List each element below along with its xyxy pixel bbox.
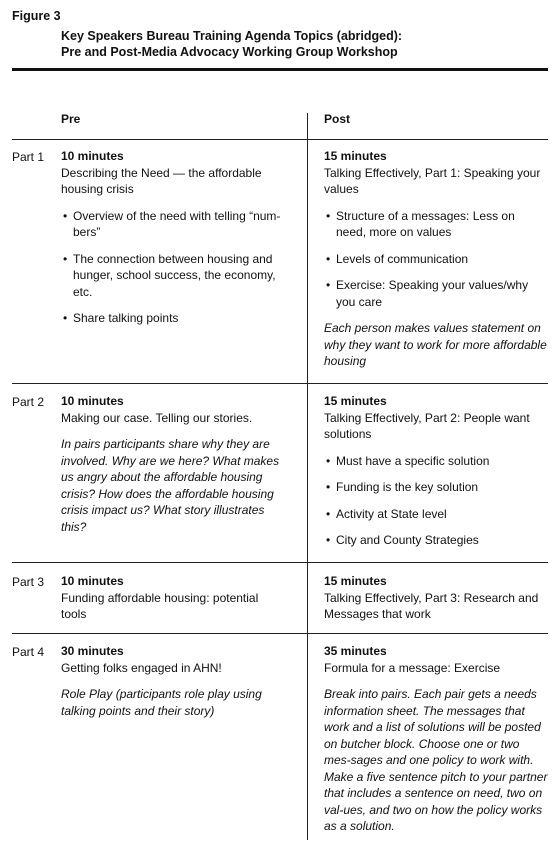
header-pre: Pre bbox=[61, 112, 81, 126]
topic-bullets bbox=[61, 208, 286, 327]
header-post: Post bbox=[324, 112, 351, 126]
time: 30 minutes bbox=[61, 644, 124, 658]
list-item: • Share talking points bbox=[61, 310, 286, 327]
list-item: • Overview of the need with telling “num-bers” bbox=[61, 208, 286, 241]
list-item: • The connection between housing and hunger, school success, the economy, etc. bbox=[61, 251, 286, 301]
topic-title: Formula for a message: Exercise bbox=[324, 660, 501, 675]
title-rule bbox=[12, 68, 548, 71]
topic-title: Talking Effectively, Part 3: Research and Messages that work bbox=[324, 590, 539, 621]
part-2-label: Part 2 bbox=[12, 395, 45, 409]
part-2-pre bbox=[61, 393, 286, 535]
part-4-label: Part 4 bbox=[12, 645, 45, 659]
time: 10 minutes bbox=[61, 149, 124, 163]
time: 15 minutes bbox=[324, 394, 387, 408]
topic-note: Role Play (participants role play using talking points and their story) bbox=[61, 687, 262, 718]
part-1-label: Part 1 bbox=[12, 150, 45, 164]
part-3-post bbox=[324, 573, 548, 623]
topic-title: Talking Effectively, Part 2: People want solutions bbox=[324, 410, 530, 441]
topic-bullets bbox=[324, 208, 548, 311]
list-item: • Exercise: Speaking your values/why you care bbox=[324, 277, 548, 310]
column-divider bbox=[307, 113, 308, 840]
topic-title: Getting folks engaged in AHN! bbox=[61, 660, 222, 675]
topic-note: Break into pairs. Each pair gets a needs information sheet. The messages that work and a list of solutions will be posted on butcher block. Choose one or two mes-sages and one policy to work with. Make a five sentence pitch to your partner that includes a sentence on need, two on val-ues, and two on how the policy works as a solution. bbox=[324, 687, 548, 833]
time: 10 minutes bbox=[61, 574, 124, 588]
topic-bullets bbox=[324, 453, 548, 549]
part-3-pre bbox=[61, 573, 286, 623]
figure-title bbox=[61, 28, 531, 60]
time: 35 minutes bbox=[324, 644, 387, 658]
title-line-1: Key Speakers Bureau Training Agenda Topics (abridged): bbox=[61, 29, 403, 43]
topic-title: Describing the Need — the affordable housing crisis bbox=[61, 165, 262, 196]
list-item: • Must have a specific solution bbox=[324, 453, 548, 470]
topic-title: Talking Effectively, Part 1: Speaking your values bbox=[324, 165, 541, 196]
part-2-post bbox=[324, 393, 548, 549]
title-line-2: Pre and Post-Media Advocacy Working Group Workshop bbox=[61, 45, 398, 59]
part-1-pre bbox=[61, 148, 286, 327]
row-divider bbox=[12, 383, 548, 384]
row-divider bbox=[12, 633, 548, 634]
time: 15 minutes bbox=[324, 149, 387, 163]
topic-title: Making our case. Telling our stories. bbox=[61, 410, 253, 425]
topic-note: Each person makes values statement on why they want to work for more affordable housing bbox=[324, 321, 547, 368]
part-3-label: Part 3 bbox=[12, 575, 45, 589]
time: 10 minutes bbox=[61, 394, 124, 408]
part-4-post bbox=[324, 643, 548, 835]
topic-title: Funding affordable housing: potential tools bbox=[61, 590, 259, 621]
row-divider bbox=[12, 139, 548, 140]
list-item: • Structure of a messages: Less on need, more on values bbox=[324, 208, 548, 241]
part-4-pre bbox=[61, 643, 286, 719]
figure-label: Figure 3 bbox=[12, 9, 61, 23]
time: 15 minutes bbox=[324, 574, 387, 588]
list-item: • Funding is the key solution bbox=[324, 479, 548, 496]
list-item: • City and County Strategies bbox=[324, 532, 548, 549]
topic-note: In pairs participants share why they are involved. Why are we here? What makes us angry about the affordable housing crisis? How does the affordable housing crisis impact us? What story illustrates this? bbox=[61, 437, 280, 534]
list-item: • Activity at State level bbox=[324, 506, 548, 523]
list-item: • Levels of communication bbox=[324, 251, 548, 268]
row-divider bbox=[12, 562, 548, 563]
part-1-post bbox=[324, 148, 548, 370]
